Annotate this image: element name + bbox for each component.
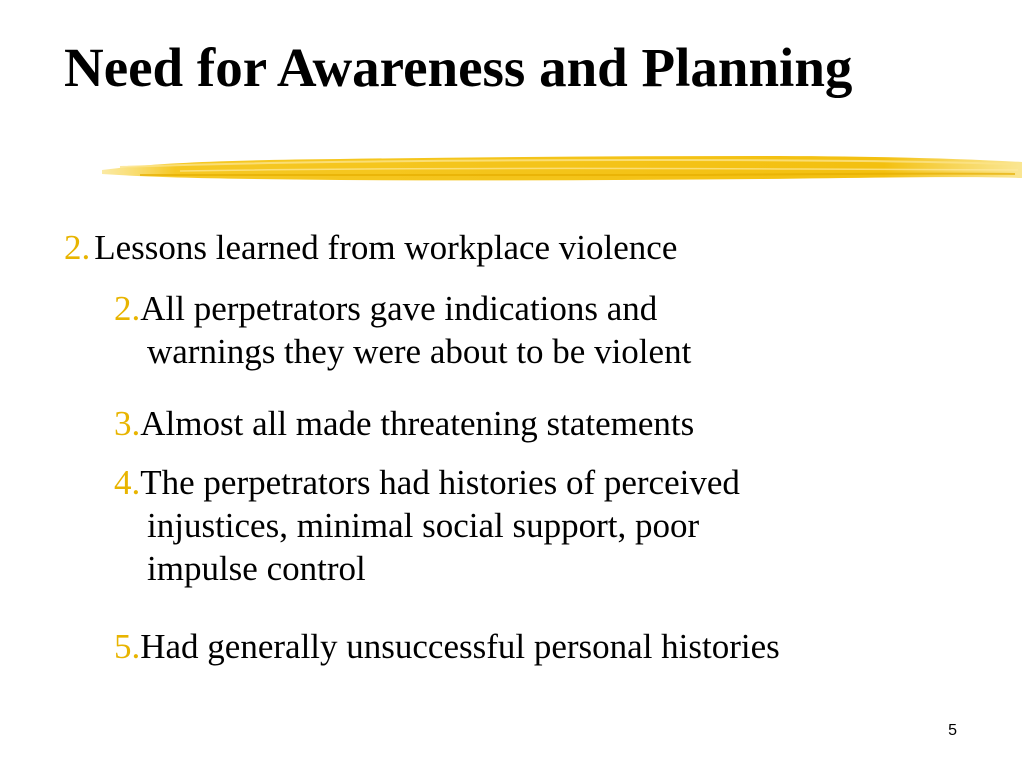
bullet-line: All perpetrators gave indications and [140, 289, 658, 328]
bullet-number: 2. [64, 228, 91, 267]
bullet-line: Almost all made threatening statements [140, 404, 695, 443]
bullet-line: warnings they were about to be violent [147, 332, 692, 371]
bullet-line: The perpetrators had histories of perceived [140, 463, 740, 502]
sub-bullet-4 [114, 625, 780, 668]
bullet-number: 2. [114, 289, 141, 328]
bullet-text: Lessons learned from workplace violence [94, 228, 678, 267]
bullet-number: 5. [114, 627, 141, 666]
bullet-line: impulse control [147, 549, 366, 588]
sub-bullet-2 [114, 402, 694, 445]
page-number: 5 [948, 722, 957, 739]
bullet-number: 4. [114, 463, 141, 502]
bullet-number: 3. [114, 404, 141, 443]
bullet-line: injustices, minimal social support, poor [147, 506, 700, 545]
bullet-main [64, 226, 677, 269]
sub-bullet-1 [114, 287, 691, 373]
bullet-line: Had generally unsuccessful personal histories [140, 627, 780, 666]
sub-bullet-3 [114, 461, 740, 590]
slide-title: Need for Awareness and Planning [64, 37, 853, 98]
